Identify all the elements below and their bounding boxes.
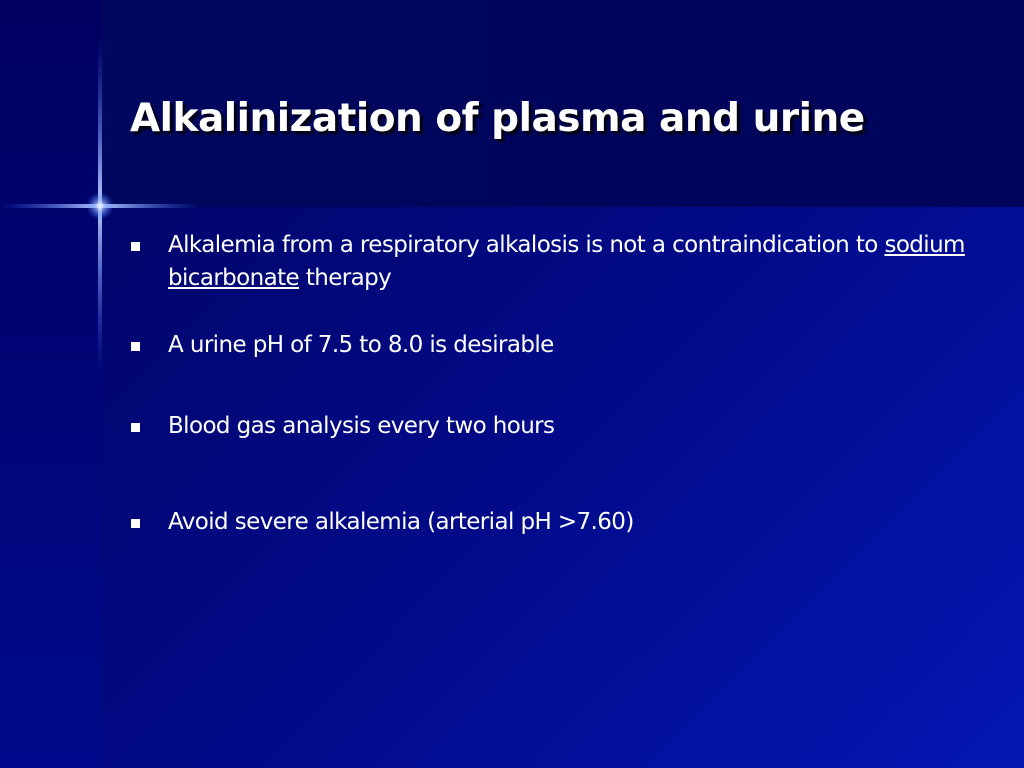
bullet-text: Blood gas analysis every two hours xyxy=(168,413,555,439)
bullet-item-urine-ph xyxy=(128,329,978,362)
bullet-item-blood-gas xyxy=(128,410,978,443)
square-bullet-icon xyxy=(131,423,140,432)
bullet-text: A urine pH of 7.5 to 8.0 is desirable xyxy=(168,332,554,358)
square-bullet-icon xyxy=(131,242,140,251)
bullet-text: Avoid severe alkalemia (arterial pH >7.60) xyxy=(168,509,634,535)
bullet-item-alkalemia xyxy=(128,229,978,295)
square-bullet-icon xyxy=(131,342,140,351)
slide-title: Alkalinization of plasma and urine xyxy=(130,96,865,141)
sodium-bicarbonate-link[interactable]: sodium bicarbonate xyxy=(168,232,965,291)
bullet-list xyxy=(128,229,978,539)
bullet-text-prefix: Alkalemia from a respiratory alkalosis is not a contraindication to xyxy=(168,232,885,258)
bullet-text-suffix: therapy xyxy=(299,265,392,291)
square-bullet-icon xyxy=(131,519,140,528)
left-background-band xyxy=(0,0,100,768)
bullet-item-avoid-alkalemia xyxy=(128,506,978,539)
